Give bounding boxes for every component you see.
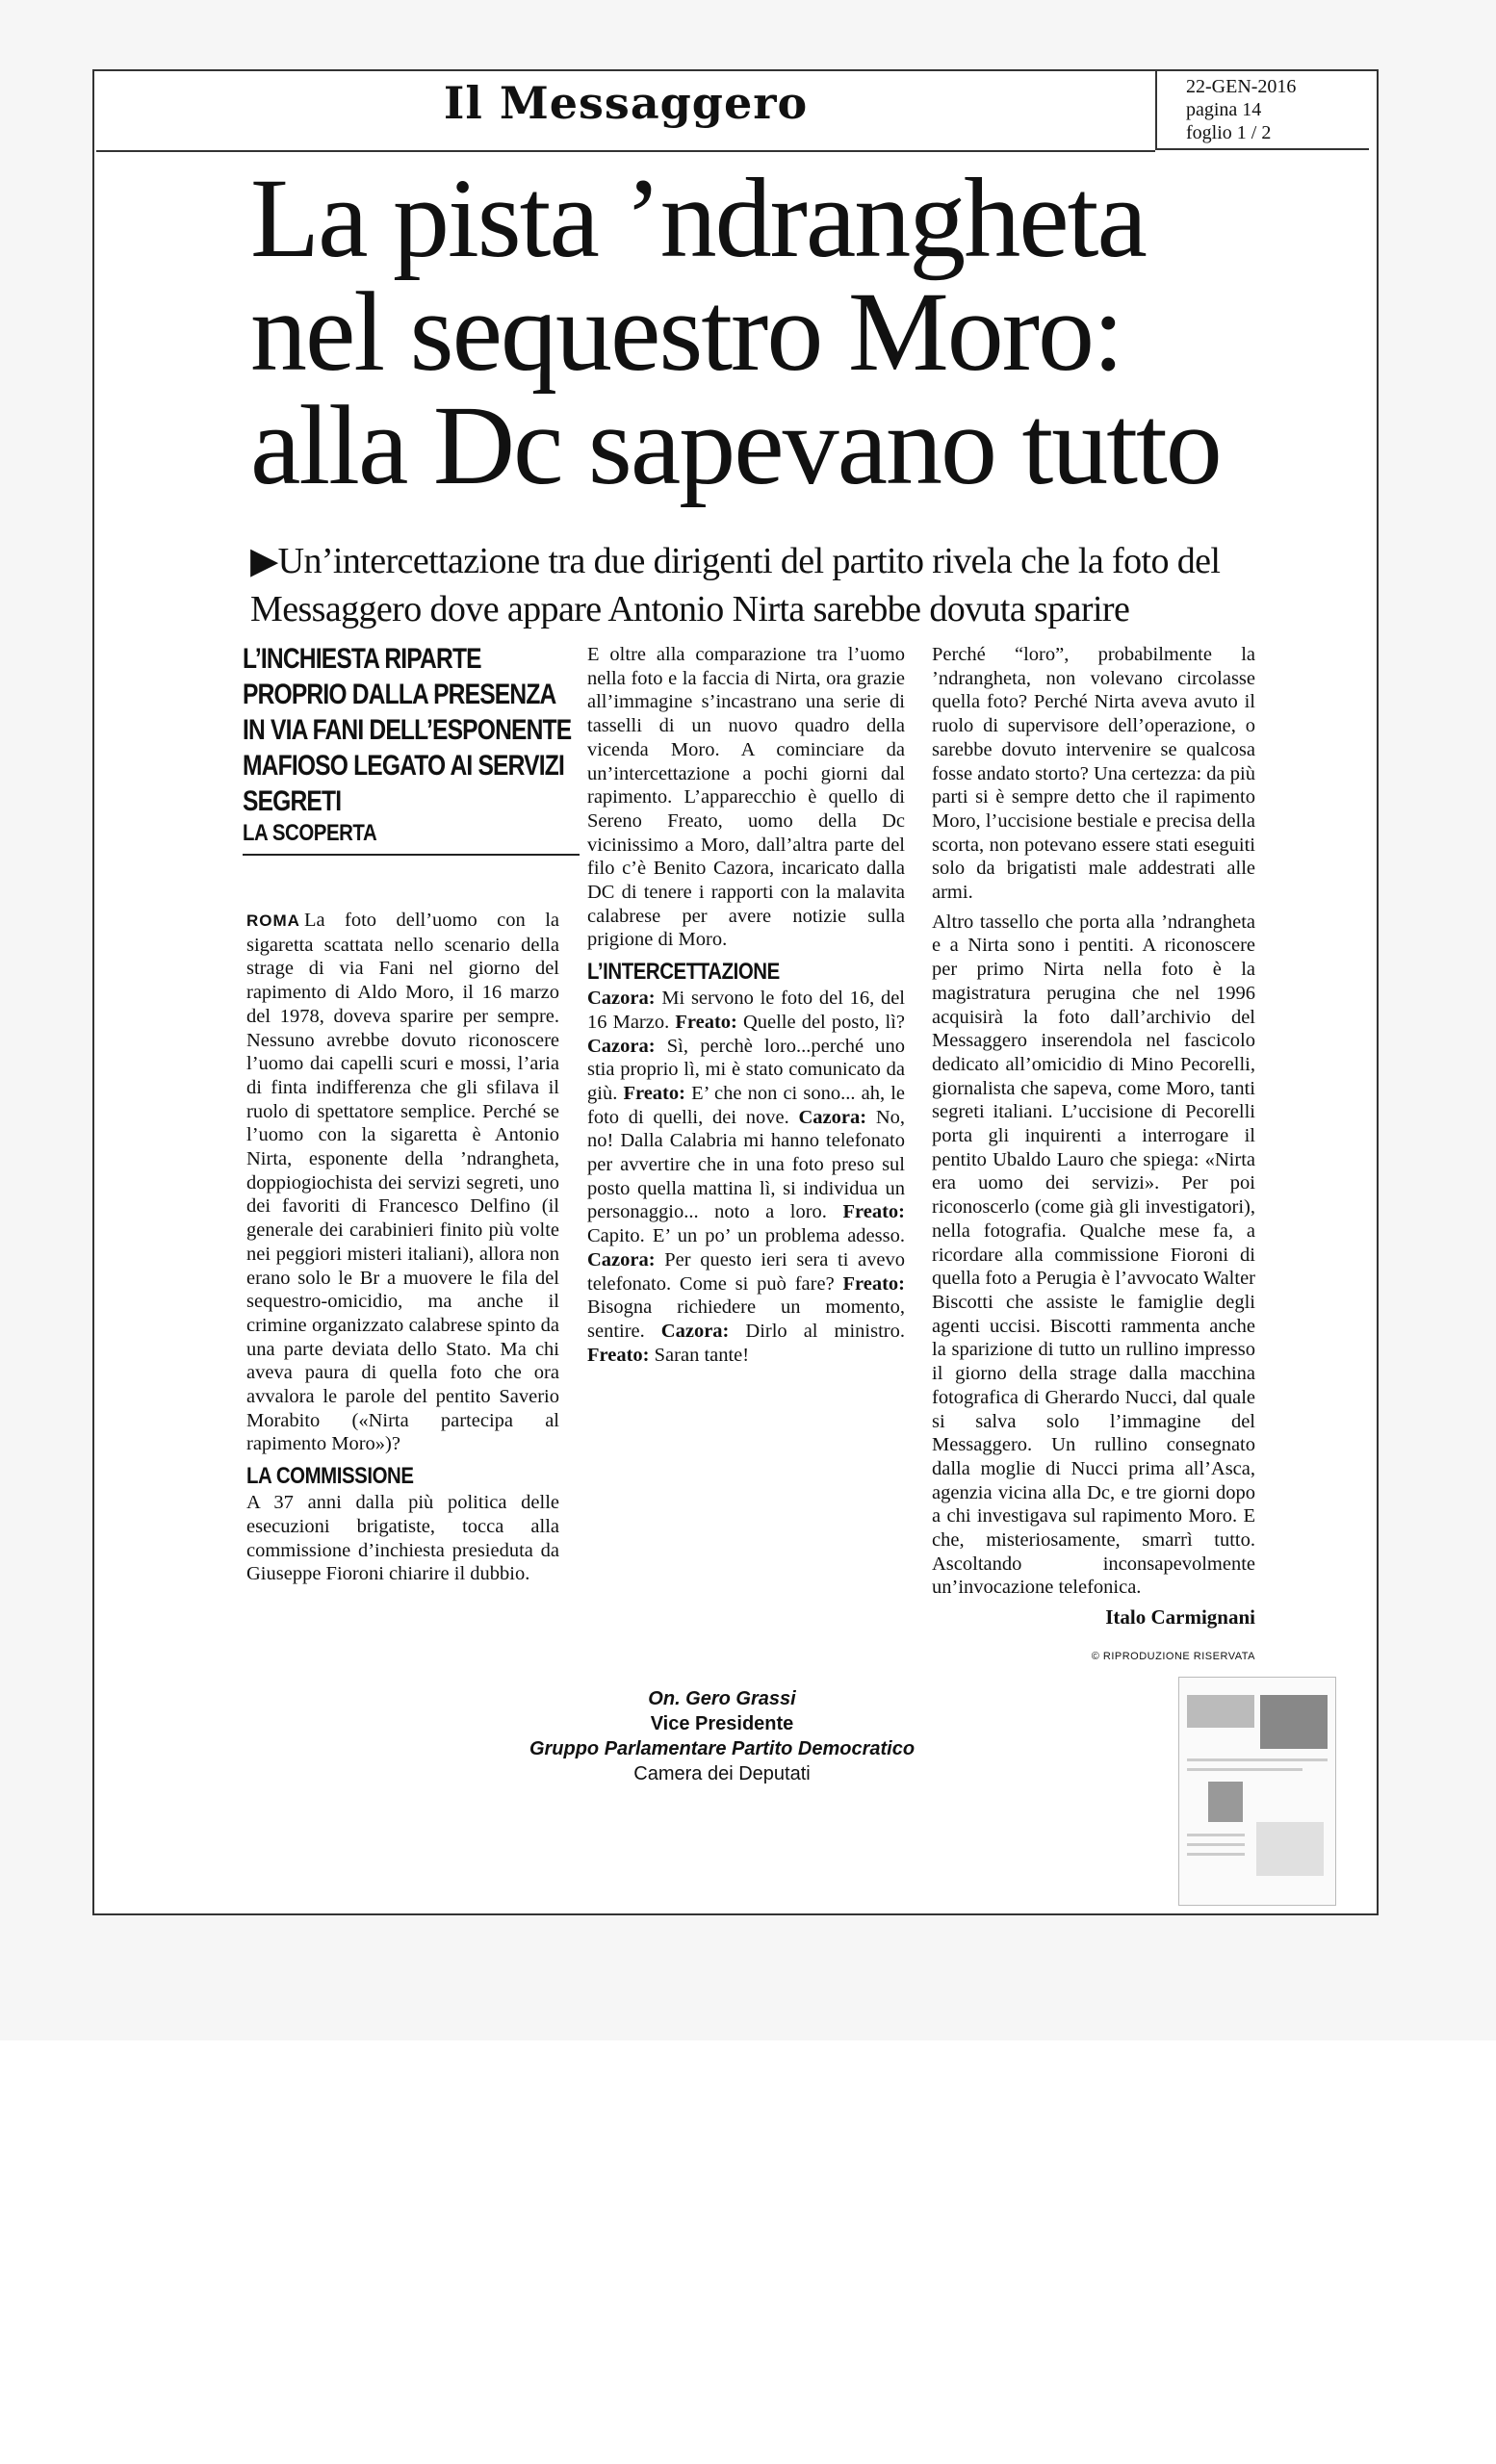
meta-date: 22-GEN-2016 [1186, 76, 1297, 97]
transcript-speaker: Cazora: [587, 1248, 665, 1270]
article-column-2 [587, 643, 905, 1373]
signature-group: Gruppo Parlamentare Partito Democratico [529, 1738, 916, 1759]
signature-chamber: Camera dei Deputati [633, 1763, 811, 1784]
newspaper-masthead: Il Messaggero [443, 77, 809, 129]
transcript-speaker: Freato: [842, 1201, 905, 1223]
page-thumbnail [1178, 1677, 1336, 1906]
thumbnail-headline-block [1187, 1695, 1254, 1728]
section-label-intercettazione: L’INTERCETTAZIONE [587, 959, 780, 986]
thumbnail-photo-block [1260, 1695, 1328, 1749]
thumbnail-box-block [1256, 1822, 1324, 1876]
transcript-speaker: Cazora: [587, 1035, 667, 1057]
transcript [587, 987, 905, 1367]
transcript-speaker: Cazora: [798, 1106, 876, 1128]
transcript-speaker: Cazora: [587, 988, 662, 1010]
article-paragraph: Altro tassello che porta alla ’ndrangheta e a Nirta sono i pentiti. A riconoscere per primo Nirta nella foto è la magistratura perugina che nel 1996 acquisirà la foto dall’archivio del Messaggero inserendola nel fascicolo dedicato all’omicidio di Mino Pecorelli, giornalista che sapeva, come Moro, tanti segreti italiani. L’uccisione di Pecorelli porta gli inquirenti a interrogare il pentito Ubaldo Lauro che spiega: «Nirta era uomo dei servizi». Per poi riconoscerlo (come già gli investigatori), nella fotografia. Qualche mese fa, a ricordare alla commissione Fioroni di quella foto a Perugia è l’avvocato Walter Biscotti che assiste le famiglie degli agenti uccisi. Biscotti rammenta anche la sparizione di tutto un rullino impresso il giorno della strage dalla macchina fotografica di Gherardo Nucci, dal quale si salva solo l’immagine del Messaggero. Un rullino consegnato dalla moglie di Nucci prima all’Asca, agenzia vicina alla Dc, e tre giorni dopo a chi investigava sul rapimento Moro. E che, misteriosamente, smarrì tutto. Ascoltando inconsapevolmente un’invocazione telefonica. [932, 911, 1255, 1599]
transcript-line: Saran tante! [654, 1344, 750, 1366]
headline-line-3: alla Dc sapevano tutto [250, 382, 1221, 508]
meta-page: pagina 14 [1186, 99, 1262, 120]
thumbnail-line [1187, 1768, 1303, 1771]
article-column-1 [246, 909, 559, 1592]
article-paragraph: A 37 anni dalla più politica delle esecuzioni brigatiste, tocca alla commissione d’inchiesta presieduta da Giuseppe Fioroni chiarire il dubbio. [246, 1492, 559, 1585]
transcript-line: Quelle del posto, lì? [742, 1011, 905, 1033]
transcript-line: Per questo ieri sera ti avevo telefonato. Come si può fare? [587, 1248, 905, 1295]
dateline: ROMA [246, 911, 300, 930]
kicker-text: L’INCHIESTA RIPARTE PROPRIO DALLA PRESENZA IN VIA FANI DELL’ESPONENTE MAFIOSO LEGATO AI SERVIZI SEGRETI [243, 643, 572, 817]
transcript-line: Dirlo al ministro. [745, 1320, 905, 1342]
headline-line-2: nel sequestro Moro: [250, 269, 1122, 395]
transcript-line: Capito. E’ un po’ un problema adesso. [587, 1225, 905, 1247]
thumbnail-line [1187, 1758, 1328, 1761]
triangle-marker-icon: ▶ [250, 541, 278, 581]
masthead-bar [96, 71, 1155, 152]
meta-sheet: foglio 1 / 2 [1186, 122, 1272, 143]
clipping-meta [1155, 71, 1369, 150]
transcript-line: Bisogna richiedere un momento, sentire. [587, 1296, 905, 1342]
article-paragraph: Perché “loro”, probabilmente la ’ndrangheta, non volevano circolasse quella foto? Perché Nirta aveva avuto il ruolo di supervisore dell’operazione, o sarebbe dovuto intervenire se qualcosa fosse andato storto? Una certezza: da più parti si è sempre detto che il rapimento Moro, l’uccisione bestiale e precisa della scorta, non potevano essere stati eseguiti solo da brigatisti male addestrati alle armi. [932, 644, 1255, 904]
headline [250, 155, 1309, 508]
section-label-scoperta: LA SCOPERTA [243, 820, 377, 846]
transcript-speaker: Freato: [842, 1272, 905, 1295]
thumbnail-line [1187, 1843, 1245, 1846]
byline: Italo Carmignani [1105, 1605, 1255, 1630]
thumbnail-line [1187, 1853, 1245, 1856]
section-label-commissione: LA COMMISSIONE [246, 1463, 414, 1490]
signature-name: On. Gero Grassi [648, 1688, 796, 1709]
signature-block [443, 1686, 1001, 1786]
subheadline-text: Un’intercettazione tra due dirigenti del partito rivela che la foto del Messaggero dove appare Antonio Nirta sarebbe dovuta sparire [250, 541, 1221, 629]
article-paragraph: ROMA La foto dell’uomo con la sigaretta scattata nello scenario della strage di via Fani nel giorno del rapimento di Aldo Moro, il 16 marzo del 1978, doveva sparire per sempre. Nessuno avrebbe dovuto riconoscere l’uomo dai capelli scuri e mossi, l’aria di finta indifferenza che gli sfilava il ruolo di spettatore semplice. Perché se l’uomo con la sigaretta è Antonio Nirta, esponente della ’ndrangheta, doppiogiochista dei servizi segreti, uno dei favoriti di Francesco Delfino (il generale dei carabinieri finito più volte nei peggiori misteri italiani), allora non erano solo le Br a muovere le fila del sequestro-omicidio, ma anche il crimine organizzato calabrese spinto da una parte deviata dello Stato. Ma chi aveva paura di quella foto che ora avvalora le parole del pentito Saverio Morabito («Nirta partecipa al rapimento Moro»)? [246, 910, 559, 1455]
article-column-3 [932, 643, 1255, 1669]
headline-line-1: La pista ’ndrangheta [250, 155, 1146, 281]
transcript-speaker: Cazora: [660, 1320, 746, 1342]
transcript-line: E’ che non ci sono... ah, le foto di quelli, dei nove. [587, 1082, 905, 1128]
article-paragraph: E oltre alla comparazione tra l’uomo nella foto e la faccia di Nirta, ora grazie all’immagine s’incastrano una serie di tasselli di un nuovo quadro della vicenda Moro. A cominciare da un’intercettazione a pochi giorni dal rapimento. L’apparecchio è quello di Sereno Freato, uomo della Dc vicinissimo a Moro, dall’altra parte del filo c’è Benito Cazora, incaricato dalla DC di tenere i rapporti con la malavita calabrese per avere notizie sulla prigione di Moro. [587, 644, 905, 951]
copyright-notice: © RIPRODUZIONE RISERVATA [1091, 1650, 1255, 1662]
transcript-line: Sì, perchè loro...perché uno stia proprio lì, mi è stato comunicato da giù. [587, 1035, 905, 1104]
transcript-speaker: Freato: [623, 1082, 692, 1104]
kicker-box [243, 641, 580, 856]
signature-role: Vice Presidente [650, 1713, 794, 1734]
thumbnail-line [1187, 1834, 1245, 1836]
transcript-line: No, no! Dalla Calabria mi hanno telefonato per avvertire che in una foto preso sul posto quella mattina lì, si individua un personaggio... noto a loro. [587, 1106, 905, 1223]
transcript-speaker: Freato: [587, 1344, 655, 1366]
thumbnail-portrait-block [1208, 1782, 1243, 1822]
subheadline [250, 537, 1280, 633]
transcript-line: Mi servono le foto del 16, del 16 Marzo. [587, 988, 905, 1033]
transcript-speaker: Freato: [675, 1011, 743, 1033]
